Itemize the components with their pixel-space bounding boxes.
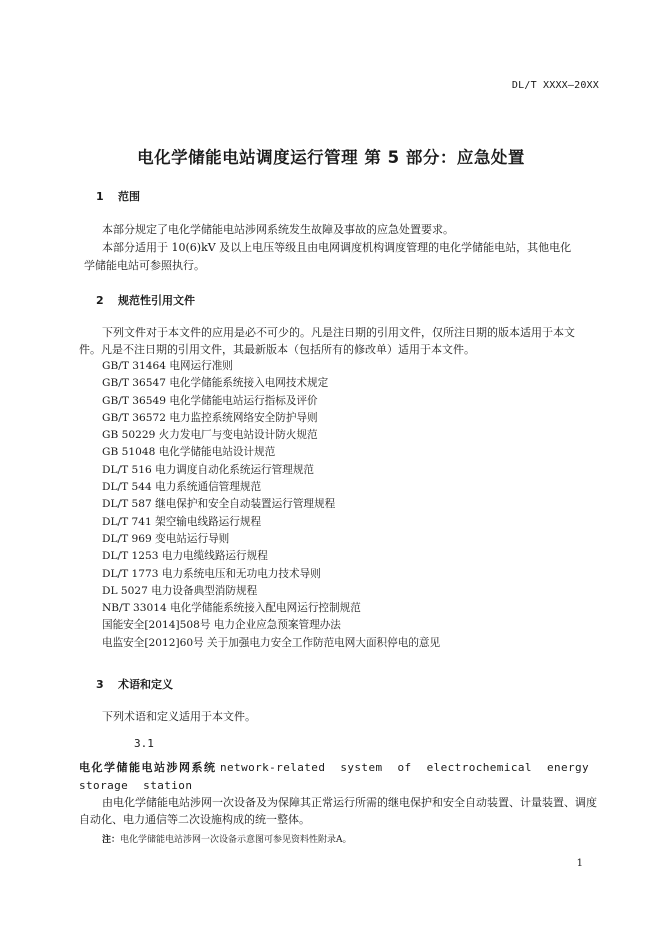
section-title: 术语和定义 [118,678,173,691]
terms-intro: 下列术语和定义适用于本文件。 [102,710,256,723]
section-heading-normative-refs [96,292,195,308]
reference-item: GB/T 36547 电化学储能系统接入电网技术规定 [102,377,329,390]
note-label: 注： [102,835,121,845]
document-title: 电化学储能电站调度运行管理 第 5 部分：应急处置 [137,148,525,167]
reference-item: DL/T 1773 电力系统电压和无功电力技术导则 [102,567,321,580]
reference-item: GB 51048 电化学储能电站设计规范 [102,446,276,459]
section-number: 1 [96,190,104,203]
reference-item: DL/T 969 变电站运行导则 [102,532,230,545]
section-heading-scope [96,188,140,204]
page-number: 1 [576,858,583,869]
scope-paragraph-2: 本部分适用于 10(6)kV 及以上电压等级且由电网调度机构调度管理的电化学储能电站，其他电化 [102,241,572,254]
note-text: 电化学储能电站涉网一次设备示意图可参见资料性附录A。 [120,835,352,845]
term-name-en: network-related system of electrochemical energy storage station [79,761,590,792]
reference-item: DL/T 544 电力系统通信管理规范 [102,481,262,494]
section-title: 规范性引用文件 [118,294,195,307]
term-name-zh: 电化学储能电站涉网系统 [79,761,217,774]
section-heading-terms [96,676,173,692]
reference-item: GB/T 31464 电网运行准则 [102,360,233,372]
reference-item: 国能安全[2014]508号 电力企业应急预案管理办法 [102,619,341,632]
reference-item: 电监安全[2012]60号 关于加强电力安全工作防范电网大面积停电的意见 [102,636,441,649]
reference-item: GB/T 36549 电化学储能电站运行指标及评价 [102,394,318,407]
section-title: 范围 [118,190,140,203]
standard-code: DL/T XXXX—20XX [511,80,599,91]
refs-intro-line-2: 件。凡是不注日期的引用文件，其最新版本（包括所有的修改单）适用于本文件。 [79,343,475,356]
reference-item: NB/T 33014 电化学储能系统接入配电网运行控制规范 [102,602,361,615]
reference-item: DL/T 516 电力调度自动化系统运行管理规范 [102,463,315,476]
term-number: 3.1 [134,737,154,750]
reference-item: DL/T 1253 电力电缆线路运行规程 [102,550,268,563]
refs-intro-line-1: 下列文件对于本文件的应用是必不可少的。凡是注日期的引用文件，仅所注日期的版本适用于本文 [102,326,575,339]
reference-item: GB/T 36572 电力监控系统网络安全防护导则 [102,411,318,424]
term-entry [79,759,599,795]
section-number: 3 [96,678,104,691]
section-number: 2 [96,294,104,307]
reference-item: GB 50229 火力发电厂与变电站设计防火规范 [102,429,318,442]
reference-item: DL 5027 电力设备典型消防规程 [102,584,258,597]
term-note [102,832,352,845]
reference-item: DL/T 741 架空输电线路运行规程 [102,515,262,528]
reference-item: DL/T 587 继电保护和安全自动装置运行管理规程 [102,498,336,511]
term-definition: 由电化学储能电站涉网一次设备及为保障其正常运行所需的继电保护和安全自动装置、计量装置、调度自动化、电力通信等二次设施构成的统一整体。 [79,796,597,826]
scope-paragraph-2-cont: 学储能电站可参照执行。 [84,259,205,272]
scope-paragraph-1: 本部分规定了电化学储能电站涉网系统发生故障及事故的应急处置要求。 [102,223,454,236]
reference-list [102,358,440,652]
